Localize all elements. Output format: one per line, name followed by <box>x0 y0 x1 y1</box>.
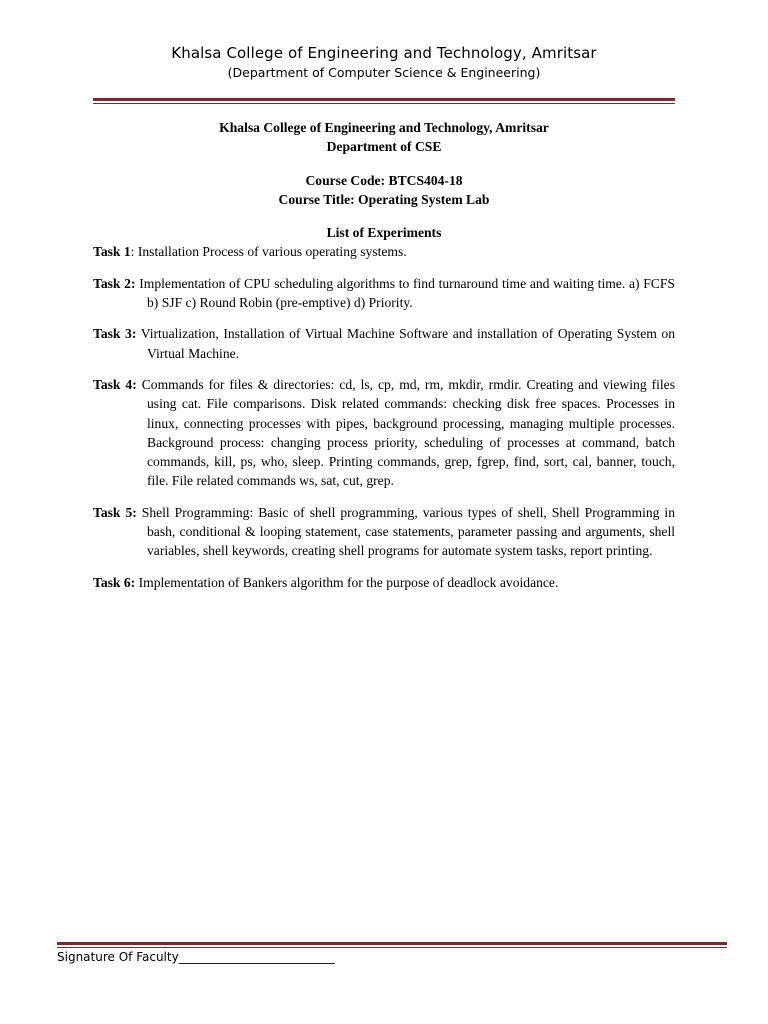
faculty-signature-line: Signature Of Faculty__________________________ <box>57 950 335 964</box>
college-name: Khalsa College of Engineering and Technology, Amritsar <box>219 120 549 135</box>
task-text: Implementation of Bankers algorithm for the purpose of deadlock avoidance. <box>135 574 559 590</box>
task-item <box>93 242 675 261</box>
task-label: Task 1 <box>93 244 131 260</box>
footer-divider <box>57 942 727 945</box>
task-label: Task 6: <box>93 574 136 590</box>
course-title: Course Title: Operating System Lab <box>278 191 490 207</box>
task-item <box>93 573 675 592</box>
department-name: Department of CSE <box>326 139 442 155</box>
task-text: Shell Programming: Basic of shell programming, various types of shell, Shell Programming in bash, conditional & looping statement, case statements, parameter passing and arguments, shell variables, shell keywords, creating shell programs for automate system tasks, report printing. <box>136 504 675 559</box>
task-label: Task 2: <box>93 275 136 291</box>
task-item <box>93 503 675 561</box>
course-block <box>93 171 675 210</box>
task-item <box>93 324 675 363</box>
task-text: : Installation Process of various operating systems. <box>130 244 407 260</box>
task-item <box>93 274 675 313</box>
header-title: Khalsa College of Engineering and Technology, Amritsar <box>171 44 597 62</box>
task-label: Task 5: <box>93 504 137 520</box>
task-item <box>93 375 675 491</box>
header-divider <box>93 98 675 101</box>
header-subtitle: (Department of Computer Science & Engineering) <box>227 65 541 80</box>
task-text: Commands for files & directories: cd, ls, cp, md, rm, mkdir, rmdir. Creating and viewing files using cat. File comparisons. Disk related commands: checking disk free spaces. Processes in linux, connecting processes with pipes, background processing, managing multiple processes. Background process: changing process priority, scheduling of processes at command, batch commands, kill, ps, who, sleep. Printing commands, grep, fgrep, find, sort, cal, banner, touch, file. File related commands ws, sat, cut, grep. <box>136 376 675 489</box>
task-text: Virtualization, Installation of Virtual Machine Software and installation of Operating System on Virtual Machine. <box>136 326 675 361</box>
task-label: Task 4: <box>93 376 137 392</box>
page-header <box>0 42 768 82</box>
header-divider-thin <box>93 103 675 104</box>
document-body <box>93 118 675 604</box>
course-code: Course Code: BTCS404-18 <box>305 172 463 188</box>
task-text: Implementation of CPU scheduling algorithms to find turnaround time and waiting time. a) FCFS b) SJF c) Round Robin (pre-emptive) d) Priority. <box>135 275 675 311</box>
task-label: Task 3: <box>93 326 137 342</box>
list-title: List of Experiments <box>326 225 442 241</box>
college-block <box>93 118 675 157</box>
